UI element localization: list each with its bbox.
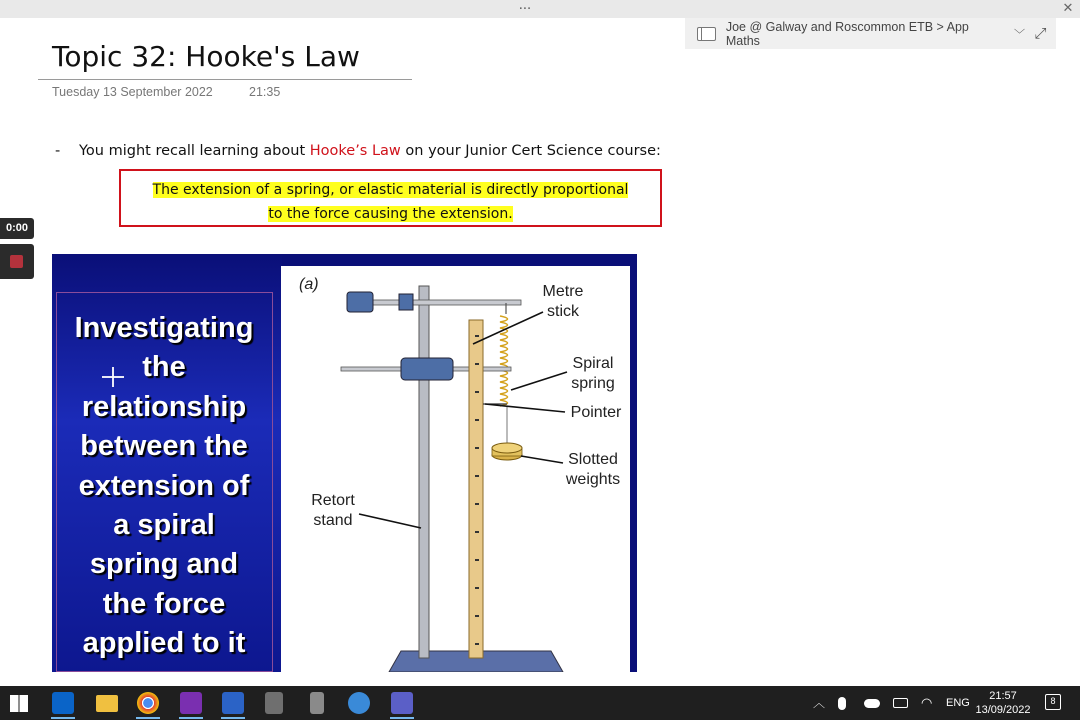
wifi-icon[interactable]: ◠ <box>921 695 933 710</box>
page-title[interactable]: Topic 32: Hooke's Law <box>52 40 360 73</box>
bullet-text-end: on your Junior Cert Science course: <box>400 143 661 159</box>
show-hidden-icons-chevron-icon[interactable]: ︿ <box>813 696 826 710</box>
windows-start-icon[interactable] <box>10 695 28 712</box>
bullet-paragraph[interactable] <box>55 143 661 159</box>
window-menu-dots[interactable]: ... <box>518 0 532 13</box>
metre-stick-label: Metre stick <box>542 283 584 320</box>
microphone-icon[interactable] <box>838 697 846 710</box>
definition-box[interactable] <box>119 169 662 227</box>
windows-taskbar <box>0 686 1080 720</box>
slide-heading-line: spring and <box>89 548 239 581</box>
clock-date: 13/09/2022 <box>975 704 1031 716</box>
definition-line-1: The extension of a spring, or elastic material is directly proportional <box>152 182 629 198</box>
pointer-label: Pointer <box>570 404 622 421</box>
battery-icon[interactable] <box>893 698 908 708</box>
onedrive-cloud-icon[interactable] <box>864 699 880 708</box>
slide-heading-line: between the <box>80 430 248 463</box>
chevron-down-icon[interactable]: ﹀ <box>1014 28 1025 41</box>
window-top-strip <box>0 0 1080 18</box>
slide-image[interactable] <box>52 254 637 672</box>
recording-timer: 0:00 <box>0 218 34 239</box>
slide-heading-line: the <box>142 351 186 384</box>
remote-desktop-icon[interactable] <box>348 692 370 714</box>
onenote-icon[interactable] <box>180 692 202 714</box>
word-icon[interactable] <box>222 692 244 714</box>
teams-icon[interactable] <box>391 692 413 714</box>
bullet-dash: - <box>55 143 61 159</box>
definition-line-2: to the force causing the extension. <box>268 206 513 222</box>
notebook-icon <box>697 27 716 41</box>
outlook-icon[interactable] <box>52 692 74 714</box>
retort-stand-label: Retort stand <box>311 492 355 529</box>
breadcrumb-text: Joe @ Galway and Roscommon ETB > App Maths <box>725 19 969 48</box>
clock-time: 21:57 <box>989 690 1017 702</box>
calculator-icon[interactable] <box>265 692 283 714</box>
bullet-text-start: You might recall learning about <box>79 143 310 159</box>
slide-heading-line: the force <box>102 587 226 620</box>
notifications-icon[interactable] <box>1045 694 1061 710</box>
page-date: Tuesday 13 September 2022 <box>52 85 213 99</box>
hookes-law-highlight: Hooke’s Law <box>309 143 401 159</box>
notebook-breadcrumb[interactable] <box>685 18 1025 49</box>
stop-icon <box>10 255 23 268</box>
stop-recording-button[interactable] <box>0 244 34 279</box>
system-clock[interactable] <box>970 689 1036 717</box>
slide-heading-line: applied to it <box>82 627 246 660</box>
spiral-spring-label: Spiral spring <box>571 355 615 392</box>
slide-heading-line: Investigating <box>74 312 254 344</box>
title-divider <box>38 79 412 80</box>
diagram-panel-label: (a) <box>299 276 319 293</box>
hookes-law-apparatus-diagram <box>281 266 630 672</box>
slide-heading-line: extension of <box>78 469 250 502</box>
phone-link-icon[interactable] <box>310 692 324 714</box>
slotted-weights-label: Slotted weights <box>565 451 621 488</box>
chrome-icon[interactable] <box>137 692 159 714</box>
expand-icon[interactable]: ⤢ <box>1025 18 1056 49</box>
slide-heading <box>58 309 270 664</box>
notification-count: 8 <box>1050 696 1056 706</box>
slide-heading-line: a spiral <box>113 509 215 542</box>
file-explorer-icon[interactable] <box>96 695 118 712</box>
slide-heading-line: relationship <box>81 390 247 423</box>
close-icon[interactable]: ✕ <box>1062 1 1074 16</box>
input-language[interactable]: ENG <box>946 697 970 709</box>
page-time: 21:35 <box>249 85 281 99</box>
